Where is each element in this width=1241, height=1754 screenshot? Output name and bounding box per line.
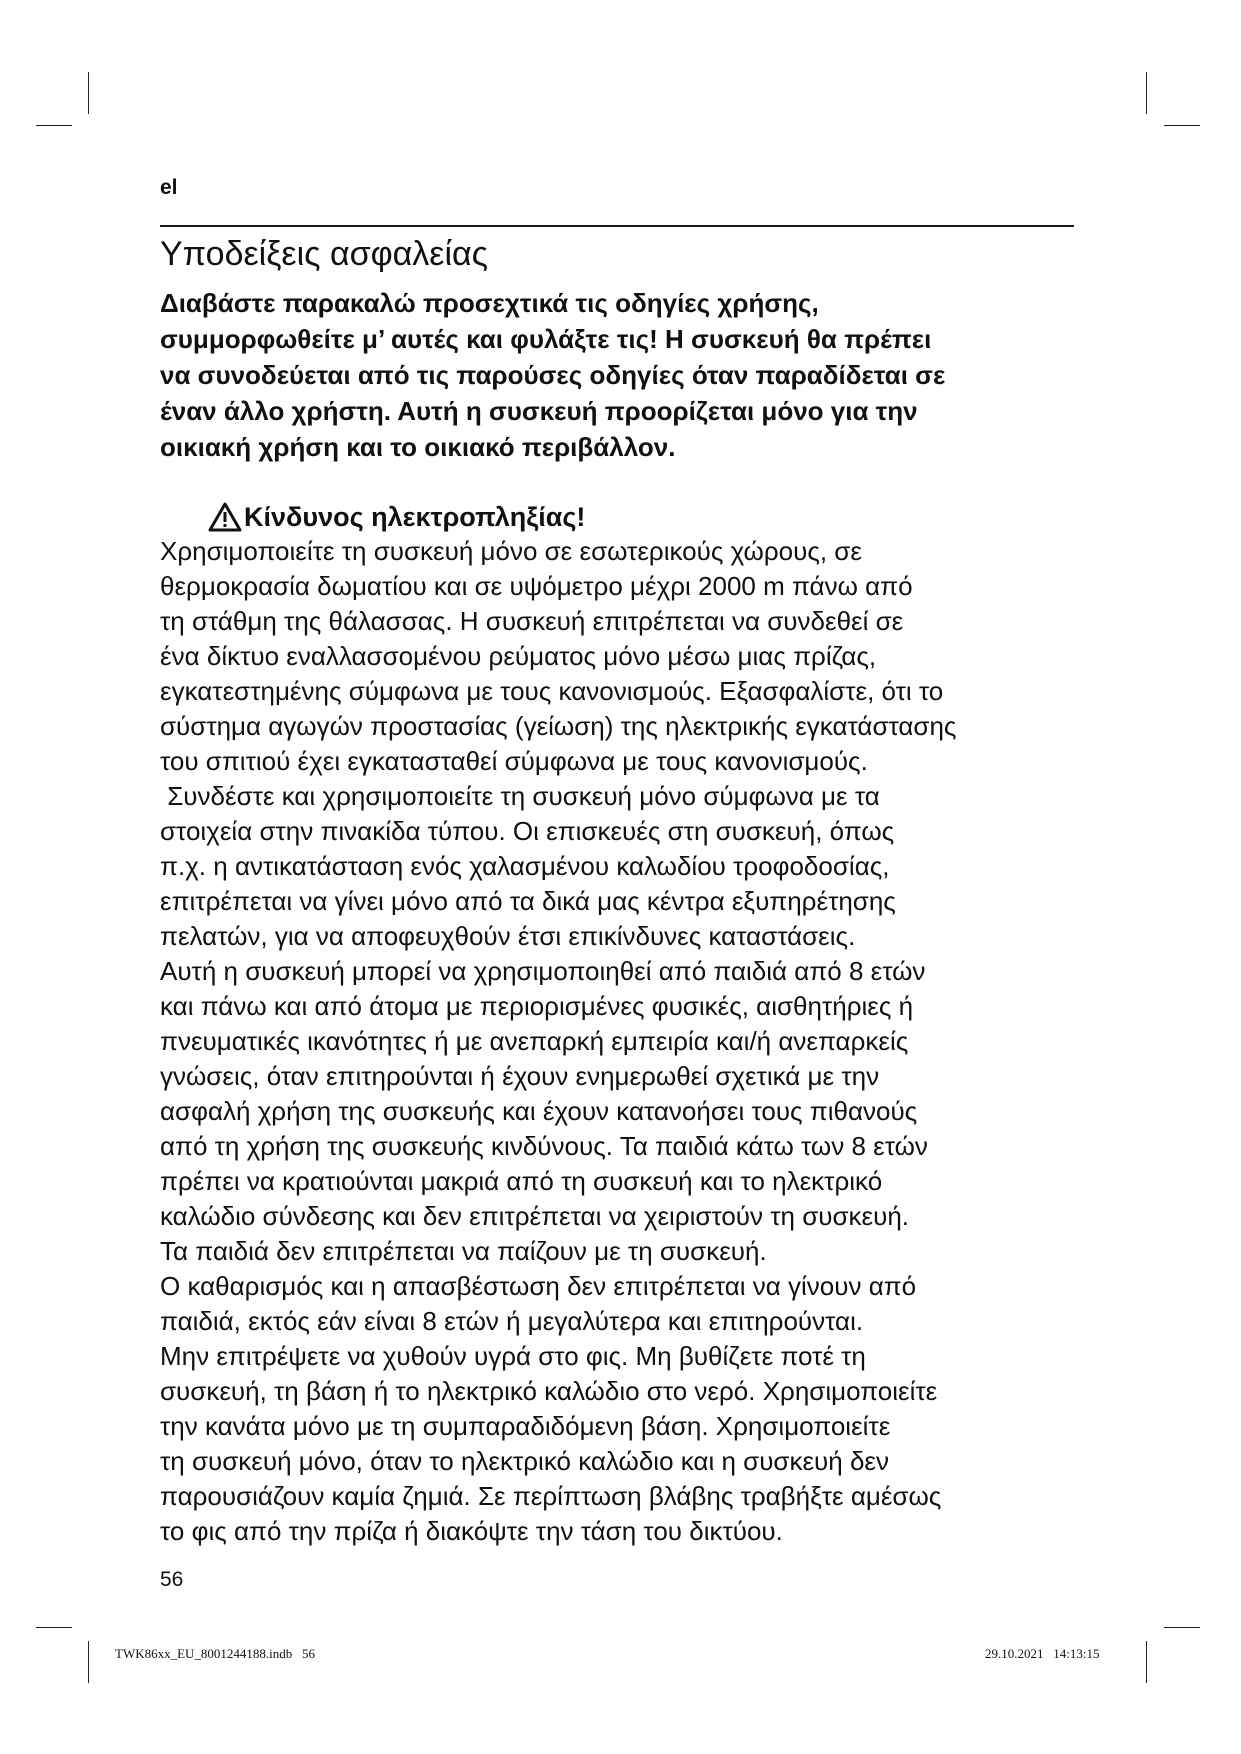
intro-line: συμμορφωθείτε μ’ αυτές και φυλάξτε τις! Η συσκευή θα πρέπει: [160, 324, 932, 354]
body-line: Ο καθαρισμός και η απασβέστωση δεν επιτρέπεται να γίνουν από: [160, 1271, 917, 1301]
body-line: συσκευή, τη βάση ή το ηλεκτρικό καλώδιο στο νερό. Χρησιμοποιείτε: [160, 1376, 938, 1406]
crop-mark: [36, 125, 72, 126]
body-line: πνευματικές ικανότητες ή με ανεπαρκή εμπειρία και/ή ανεπαρκείς: [160, 1026, 909, 1056]
crop-mark: [36, 1627, 72, 1628]
body-line: από τη χρήση της συσκευής κινδύνους. Τα παιδιά κάτω των 8 ετών: [160, 1131, 928, 1161]
body-line: Τα παιδιά δεν επιτρέπεται να παίζουν με τη συσκευή.: [160, 1236, 767, 1266]
body-line: το φις από την πρίζα ή διακόψτε την τάση του δικτύου.: [160, 1516, 783, 1546]
crop-mark: [88, 72, 89, 114]
body-line: παιδιά, εκτός εάν είναι 8 ετών ή μεγαλύτερα και επιτηρούνται.: [160, 1306, 864, 1336]
language-code: el: [160, 176, 178, 199]
body-line: καλώδιο σύνδεσης και δεν επιτρέπεται να χειριστούν τη συσκευή.: [160, 1201, 910, 1231]
intro-line: οικιακή χρήση και το οικιακό περιβάλλον.: [160, 432, 676, 462]
body-line: πρέπει να κρατιούνται μακριά από τη συσκευή και το ηλεκτρικό: [160, 1166, 883, 1196]
intro-line: να συνοδεύεται από τις παρούσες οδηγίες όταν παραδίδεται σε: [160, 360, 946, 390]
body-line: παρουσιάζουν καμία ζημιά. Σε περίπτωση βλάβης τραβήξτε αμέσως: [160, 1481, 942, 1511]
safety-text: [160, 534, 1110, 1549]
footer-datetime: 29.10.2021 14:13:15: [985, 1646, 1100, 1661]
body-line: σύστημα αγωγών προστασίας (γείωση) της ηλεκτρικής εγκατάστασης: [160, 711, 957, 741]
body-line: και πάνω και από άτομα με περιορισμένες φυσικές, αισθητήριες ή: [160, 991, 914, 1021]
warning-triangle-icon: [208, 502, 242, 532]
warning-heading-text: Κίνδυνος ηλεκτροπληξίας!: [244, 502, 586, 532]
body-line: επιτρέπεται να γίνει μόνο από τα δικά μας κέντρα εξυπηρέτησης: [160, 886, 896, 916]
crop-mark: [88, 1641, 89, 1683]
warning-heading: [208, 500, 585, 534]
body-line: στοιχεία στην πινακίδα τύπου. Οι επισκευές στη συσκευή, όπως: [160, 816, 895, 846]
body-line: ασφαλή χρήση της συσκευής και έχουν κατανοήσει τους πιθανούς: [160, 1096, 918, 1126]
crop-mark: [1146, 1641, 1147, 1683]
crop-mark: [1164, 125, 1200, 126]
body-line: τη συσκευή μόνο, όταν το ηλεκτρικό καλώδιο και η συσκευή δεν: [160, 1446, 890, 1476]
crop-mark: [1146, 72, 1147, 114]
intro-line: έναν άλλο χρήστη. Αυτή η συσκευή προορίζεται μόνο για την: [160, 396, 918, 426]
body-line: Συνδέστε και χρησιμοποιείτε τη συσκευή μόνο σύμφωνα με τα: [160, 781, 880, 811]
body-line: γνώσεις, όταν επιτηρούνται ή έχουν ενημερωθεί σχετικά με την: [160, 1061, 880, 1091]
body-line: π.χ. η αντικατάσταση ενός χαλασμένου καλωδίου τροφοδοσίας,: [160, 851, 890, 881]
body-line: την κανάτα μόνο με τη συμπαραδιδόμενη βάση. Χρησιμοποιείτε: [160, 1411, 891, 1441]
body-line: θερμοκρασία δωματίου και σε υψόμετρο μέχρι 2000 m πάνω από: [160, 571, 913, 601]
footer-filename: TWK86xx_EU_8001244188.indb 56: [115, 1646, 316, 1661]
body-line: τη στάθμη της θάλασσας. Η συσκευή επιτρέπεται να συνδεθεί σε: [160, 606, 904, 636]
body-line: πελατών, για να αποφευχθούν έτσι επικίνδυνες καταστάσεις.: [160, 921, 856, 951]
body-line: Μην επιτρέψετε να χυθούν υγρά στο φις. Μη βυθίζετε ποτέ τη: [160, 1341, 866, 1371]
body-line: Αυτή η συσκευή μπορεί να χρησιμοποιηθεί από παιδιά από 8 ετών: [160, 956, 926, 986]
page-title: Υποδείξεις ασφαλείας: [160, 235, 489, 273]
crop-mark: [1164, 1627, 1200, 1628]
intro-line: Διαβάστε παρακαλώ προσεχτικά τις οδηγίες χρήσης,: [160, 288, 819, 318]
body-line: του σπιτιού έχει εγκατασταθεί σύμφωνα με τους κανονισμούς.: [160, 746, 868, 776]
page-number: 56: [160, 1568, 184, 1591]
intro-paragraph: [160, 285, 1090, 465]
body-line: εγκατεστημένης σύμφωνα με τους κανονισμούς. Εξασφαλίστε, ότι το: [160, 676, 944, 706]
body-line: Χρησιμοποιείτε τη συσκευή μόνο σε εσωτερικούς χώρους, σε: [160, 536, 862, 566]
section-rule: [160, 225, 1074, 227]
body-line: ένα δίκτυο εναλλασσομένου ρεύματος μόνο μέσω μιας πρίζας,: [160, 641, 877, 671]
